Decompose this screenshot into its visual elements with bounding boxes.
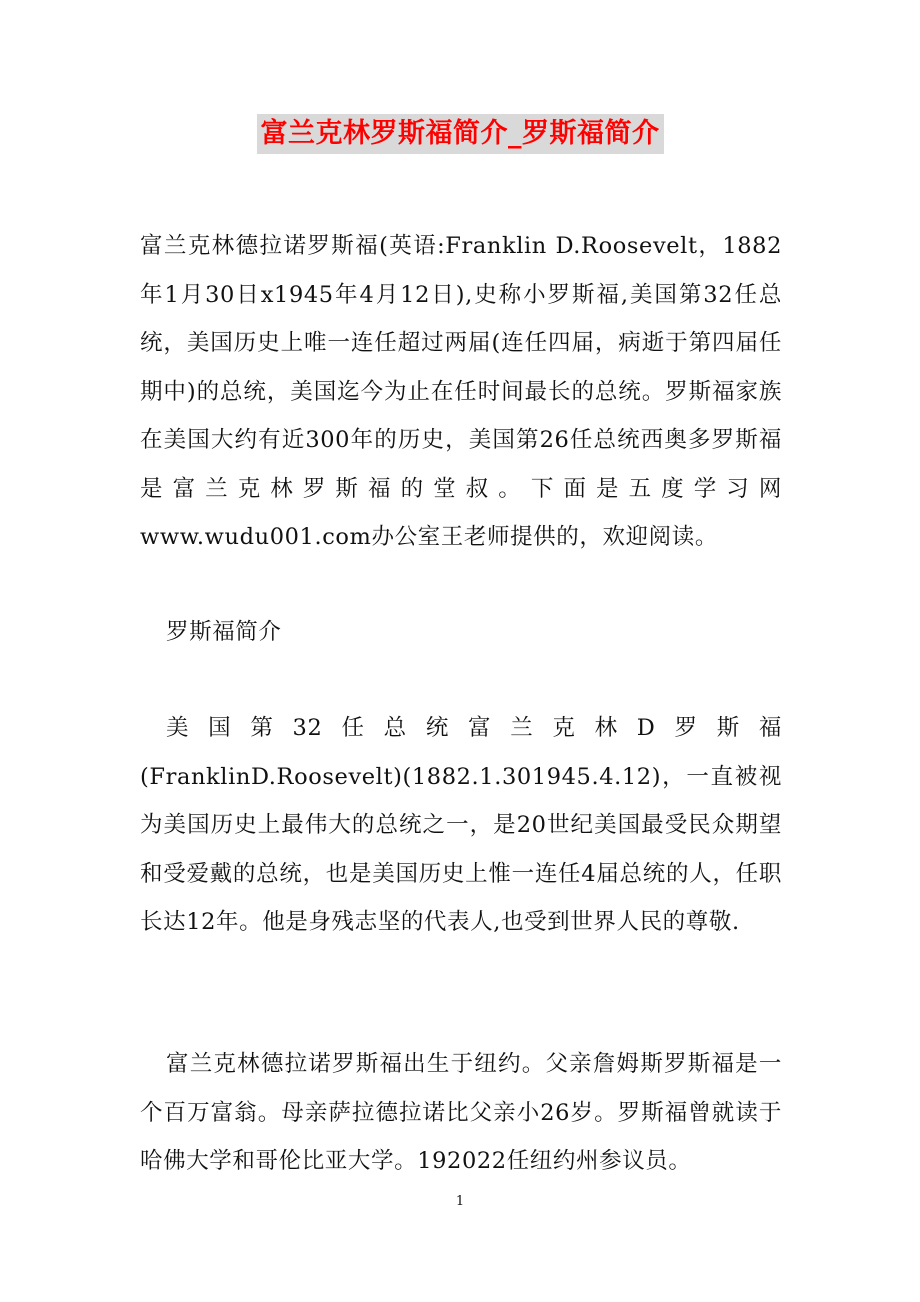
page-number: 1: [455, 1194, 465, 1209]
biography-rest: (FranklinD.Roosevelt)(1882.1.301945.4.12)，一直被视为美国历史上最伟大的总统之一，是20世纪美国最受民众期望和受爱戴的总统，也是美国历史上惟一连任4届总统的人，任职长达12年。他是身残志坚的代表人,也受到世界人民的尊敬.: [140, 763, 782, 935]
intro-paragraph: 富兰克林德拉诺罗斯福(英语:Franklin D.Roosevelt，1882年1月30日x1945年4月12日),史称小罗斯福,美国第32任总统，美国历史上唯一连任超过两届(连任四届，病逝于第四届任期中)的总统，美国迄今为止在任时间最长的总统。罗斯福家族在美国大约有近300年的历史，美国第26任总统西奥多罗斯福是富兰克林罗斯福的堂叔。下面是五度学习网www.wudu001.com办公室王老师提供的，欢迎阅读。: [140, 233, 782, 550]
biography-paragraph: [140, 704, 782, 947]
early-life-paragraph: 富兰克林德拉诺罗斯福出生于纽约。父亲詹姆斯罗斯福是一个百万富翁。母亲萨拉德拉诺比父亲小26岁。罗斯福曾就读于哈佛大学和哥伦比亚大学。192022任纽约州参议员。: [140, 1051, 782, 1174]
section-heading: 罗斯福简介: [166, 619, 282, 645]
document-title: 富兰克林罗斯福简介_罗斯福简介: [257, 114, 664, 154]
title-container: [0, 114, 920, 154]
biography-first-line: 美国第32任总统富兰克林D罗斯福: [166, 715, 782, 741]
